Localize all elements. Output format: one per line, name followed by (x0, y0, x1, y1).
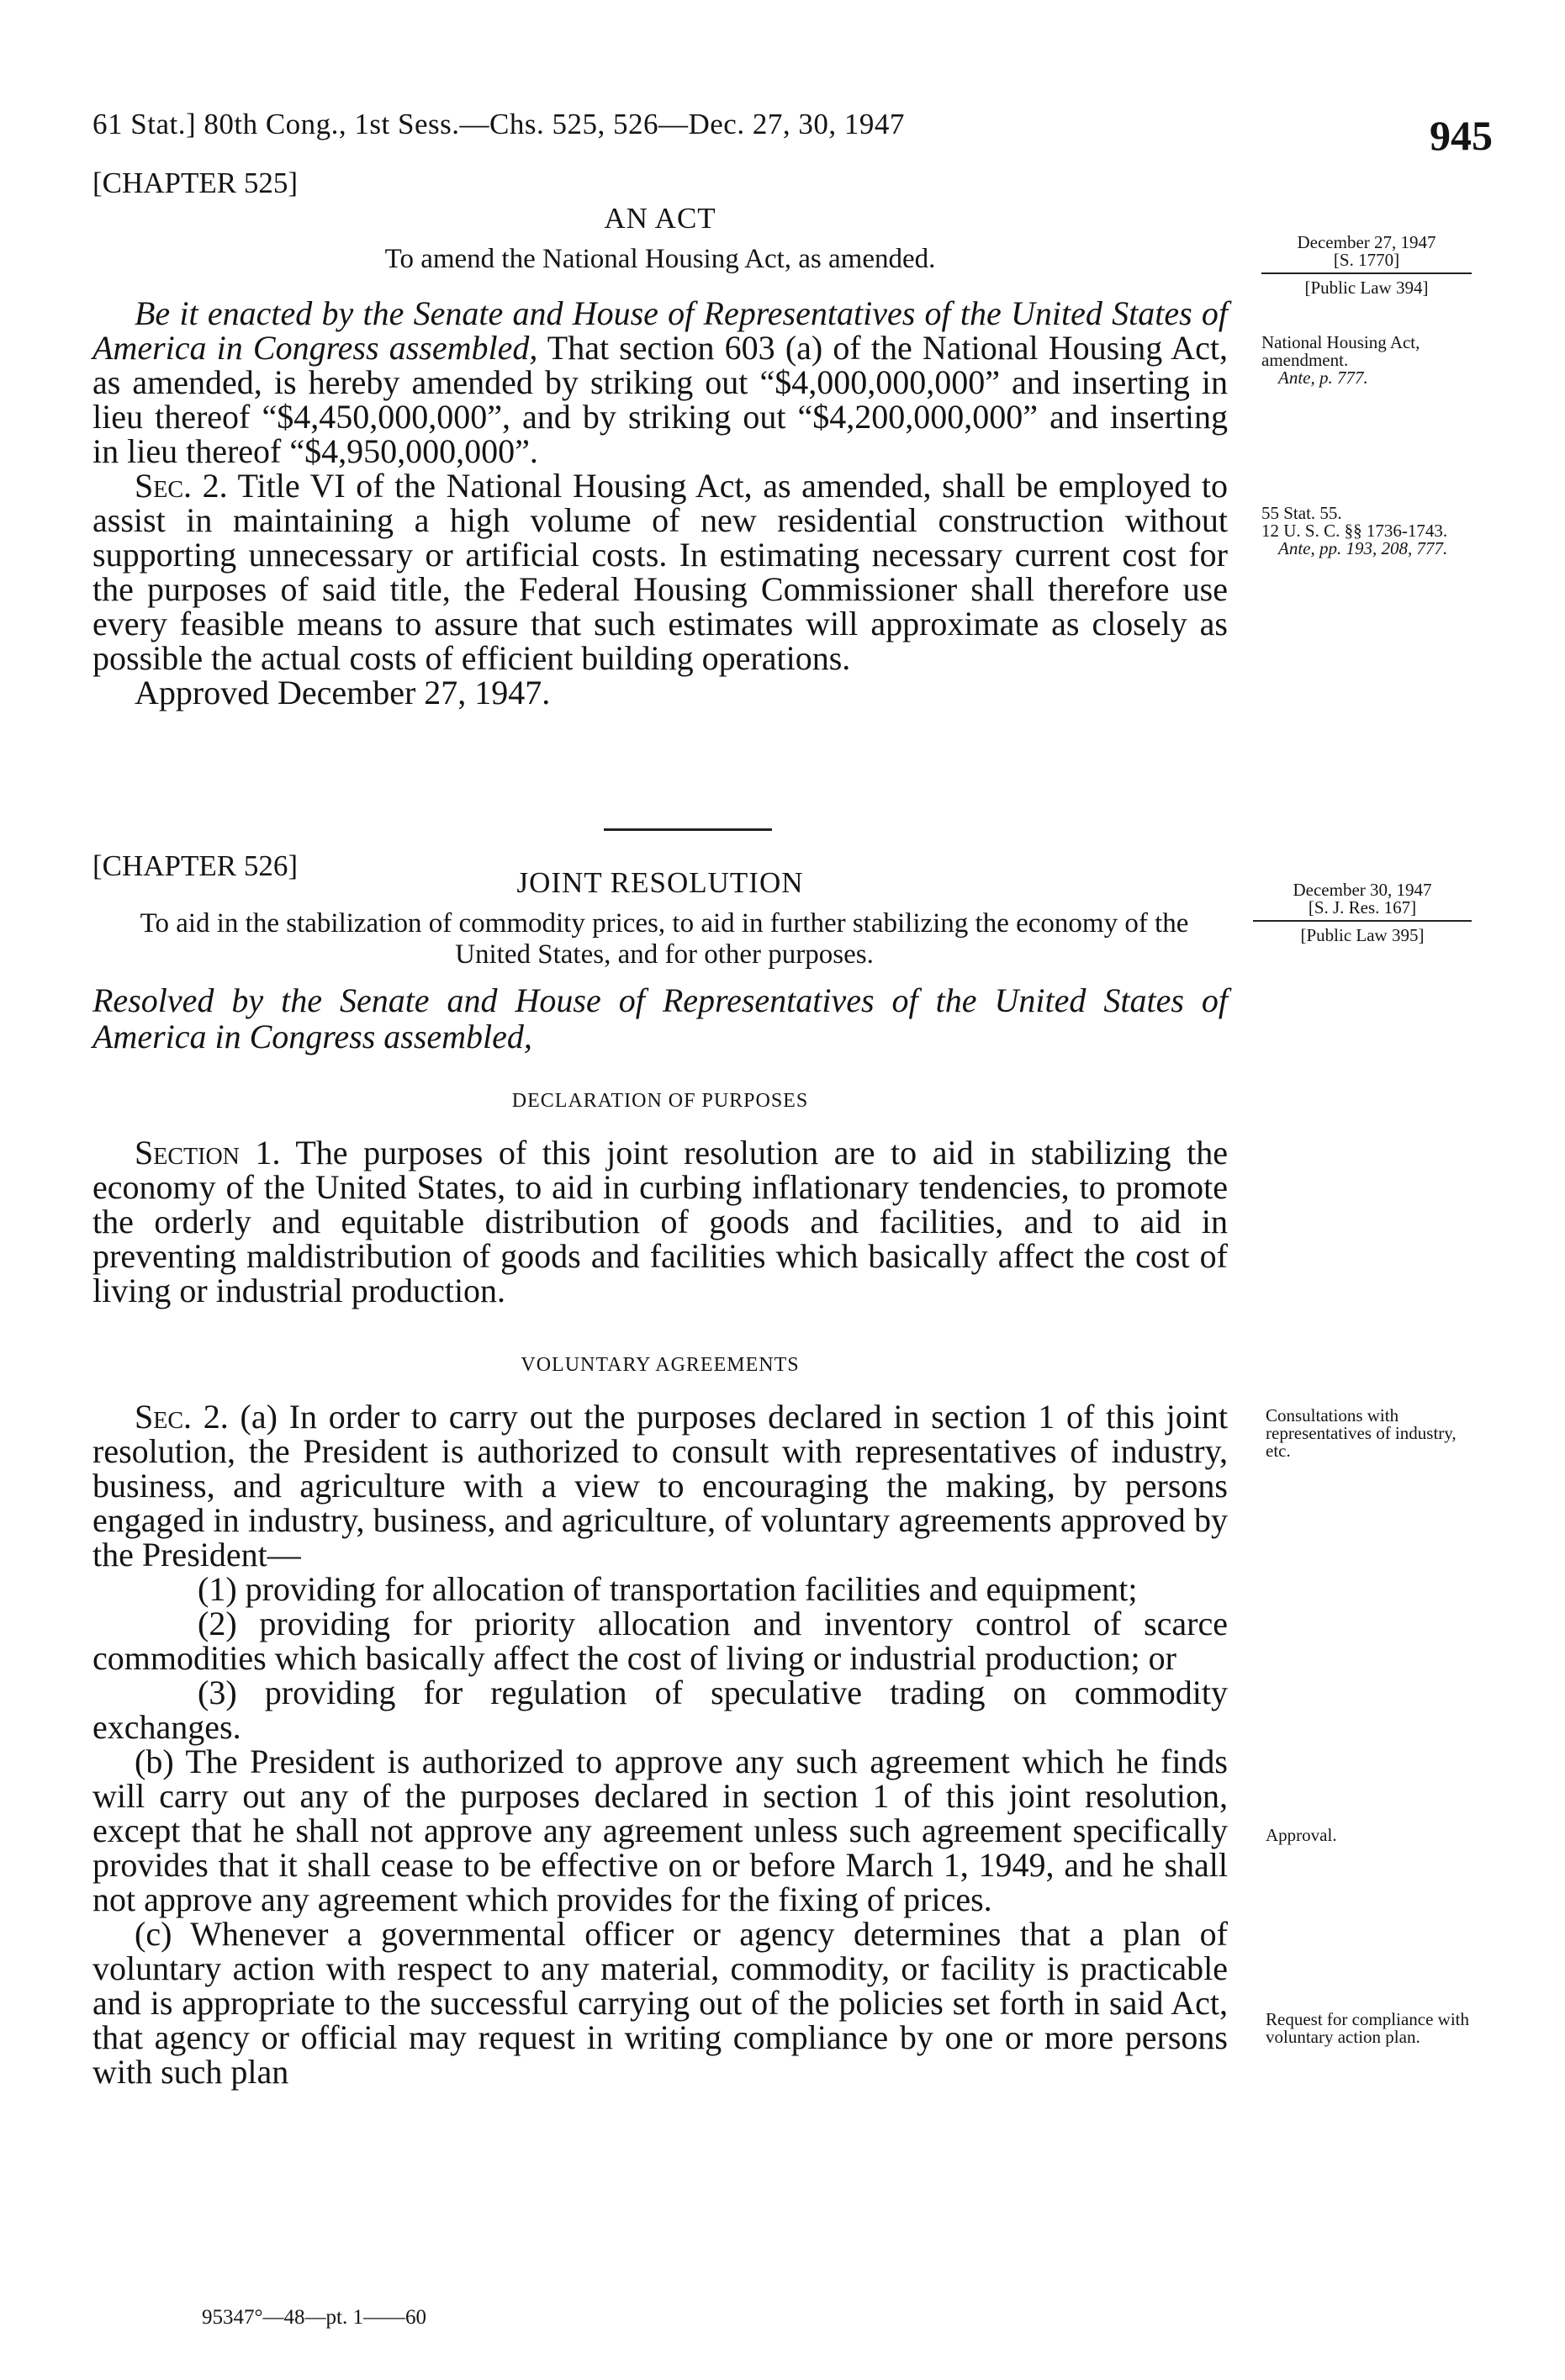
ch525-margin-note-1-ref: Ante, p. 777. (1278, 368, 1368, 388)
ch525-enacting-clause: Be it enacted by the Senate and House of Representatives of the United States of America in Congress assembled, (93, 294, 1228, 367)
page-number: 945 (1430, 112, 1493, 159)
ch525-purpose: To amend the National Housing Act, as amended. (384, 244, 936, 274)
ch526-item-1: (1) providing for allocation of transportation facilities and equipment; (198, 1570, 1138, 1608)
ch525-doc-type: AN ACT (604, 202, 716, 235)
heading-voluntary-agreements: VOLUNTARY AGREEMENTS (521, 1354, 800, 1376)
ch526-margin-bill: [S. J. Res. 167] (1308, 897, 1417, 918)
ch526-section-2-label: Sec. 2. (135, 1398, 229, 1436)
ch525-section-2-label: Sec. 2. (135, 467, 228, 505)
ch525-margin-citation (1261, 234, 1472, 269)
ch525-section-2 (93, 468, 1228, 675)
margin-note-request: Request for compliance with voluntary action plan. (1266, 2009, 1470, 2047)
margin-note-consultations: Consultations with representatives of industry, etc. (1266, 1405, 1457, 1461)
ch525-margin-note-2-ref: Ante, pp. 193, 208, 777. (1278, 538, 1448, 558)
heading-declaration-of-purposes: DECLARATION OF PURPOSES (511, 1090, 809, 1112)
ch525-margin-note-2-b: 12 U. S. C. §§ 1736-1743. (1261, 521, 1448, 541)
ch526-margin-law: [Public Law 395] (1300, 925, 1425, 945)
ch525-margin-bill: [S. 1770] (1333, 250, 1400, 270)
ch525-approved: Approved December 27, 1947. (135, 674, 551, 711)
chapter-divider (604, 828, 772, 831)
running-header: 61 Stat.] 80th Cong., 1st Sess.—Chs. 525, 526—Dec. 27, 30, 1947 (93, 108, 905, 140)
ch525-margin-note-2 (1261, 505, 1463, 558)
ch525-section-2-text: Title VI of the National Housing Act, as amended, shall be employed to assist in maintaining a high volume of new residential construction without supporting unnecessary or artificial costs. In estimating necessary current cost for the purposes of said title, the Federal Housing Commissioner shall therefore use every feasible means to assure that such estimates will approximate as closely as possible the actual costs of efficient building operations. (93, 467, 1229, 677)
ch525-margin-law: [Public Law 394] (1304, 278, 1429, 298)
ch525-margin-note-1 (1261, 334, 1463, 387)
ch526-margin-citation (1253, 881, 1472, 917)
ch526-section-1 (93, 1135, 1228, 1308)
chapter-525-label: [CHAPTER 525] (93, 167, 299, 199)
ch526-section-1-label: Section 1. (135, 1134, 281, 1171)
ch526-purpose: To aid in the stabilization of commodity prices, to aid in further stabilizing the economy of the United States, and for other purposes. (140, 908, 1189, 970)
ch525-section-1 (93, 296, 1228, 468)
margin-note-approval: Approval. (1266, 1825, 1337, 1845)
ch526-section-2a (93, 1399, 1228, 1572)
ch525-margin-rule (1261, 272, 1472, 274)
ch525-margin-date: December 27, 1947 (1297, 232, 1436, 252)
ch526-item-2: (2) providing for priority allocation and inventory control of scarce commodities which basically affect the cost of living or industrial production; or (93, 1605, 1228, 1677)
ch526-margin-date: December 30, 1947 (1293, 880, 1432, 900)
ch525-body (93, 296, 1228, 710)
ch526-section-2b: (b) The President is authorized to approve any such agreement which he finds will carry out any of the purposes declared in section 1 of this joint resolution, except that he shall not approve any agreement unless such agreement specifically provides that it shall cease to be effective on or before March 1, 1949, and he shall not approve any agreement which provides for the fixing of prices. (93, 1743, 1228, 1918)
ch525-margin-note-1-text: National Housing Act, amendment. (1261, 332, 1420, 370)
ch526-resolving-clause: Resolved by the Senate and House of Representatives of the United States of America in Congress assembled, (93, 981, 1228, 1055)
chapter-526-label: [CHAPTER 526] (93, 849, 299, 882)
ch526-margin-rule (1253, 920, 1472, 922)
ch526-section-2a-text: (a) In order to carry out the purposes declared in section 1 of this joint resolution, the President is authorized to consult with representatives of industry, business, and agriculture with a view to encouraging the making, by persons engaged in industry, business, and agriculture, of voluntary agreements approved by the President— (93, 1398, 1228, 1573)
ch526-doc-type: JOINT RESOLUTION (516, 866, 804, 899)
ch526-section-2 (93, 1399, 1228, 2089)
print-code: 95347°—48—pt. 1——60 (202, 2306, 426, 2329)
ch525-section-1-text: That section 603 (a) of the National Housing Act, as amended, is hereby amended by striking out “$4,000,000,000” and inserting in lieu thereof “$4,450,000,000”, and by striking out “$4,200,000,000” and inserting in lieu thereof “$4,950,000,000”. (93, 329, 1228, 470)
ch525-margin-note-2-a: 55 Stat. 55. (1261, 503, 1342, 523)
ch526-section-2c: (c) Whenever a governmental officer or agency determines that a plan of voluntary action with respect to any material, commodity, or facility is practicable and is appropriate to the successful carrying out of the policies set forth in said Act, that agency or official may request in writing compliance by one or more persons with such plan (93, 1915, 1228, 2091)
ch526-item-3: (3) providing for regulation of speculative trading on commodity exchanges. (93, 1674, 1228, 1746)
ch526-section-1-text: The purposes of this joint resolution are to aid in stabilizing the economy of the United States, to aid in curbing inflationary tendencies, to promote the orderly and equitable distribution of goods and facilities, and to aid in preventing maldistribution of goods and facilities which basically affect the cost of living or industrial production. (93, 1134, 1228, 1309)
